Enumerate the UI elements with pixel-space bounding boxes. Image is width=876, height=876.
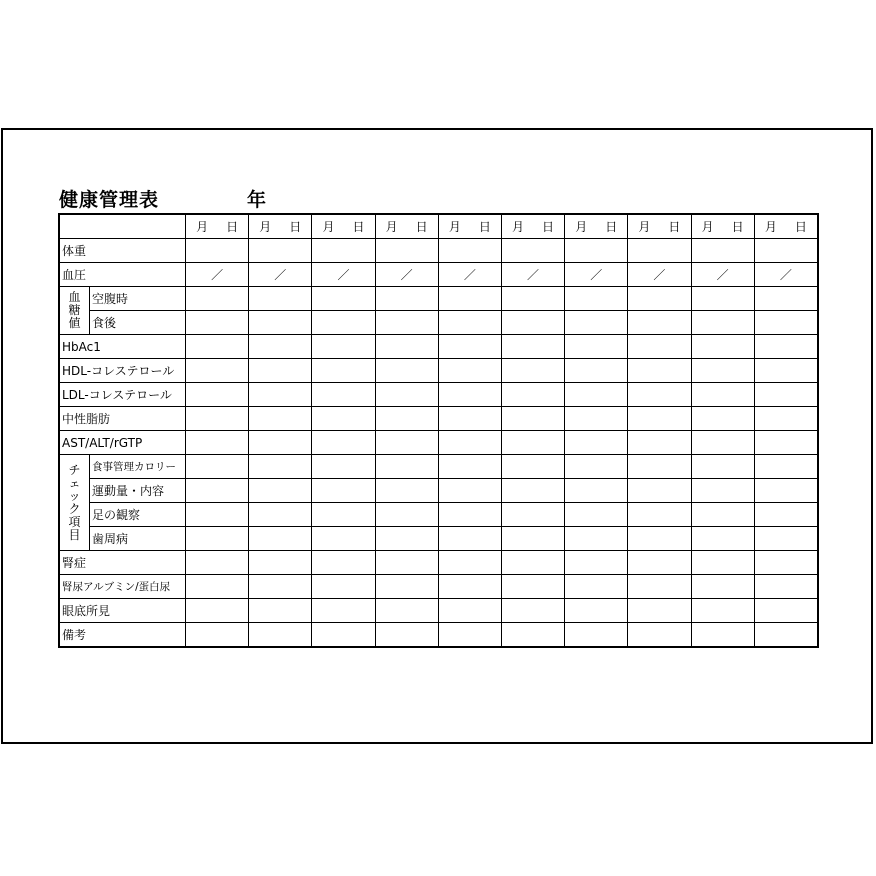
- hdl-cell[interactable]: [754, 359, 817, 383]
- health-table: [59, 214, 818, 647]
- hba1c-cell[interactable]: [438, 335, 501, 359]
- weight-label: 体重: [60, 239, 186, 263]
- hba1c-cell[interactable]: [501, 335, 564, 359]
- ldl-cell[interactable]: [438, 383, 501, 407]
- ldl-row: [60, 383, 818, 407]
- hdl-cell[interactable]: [438, 359, 501, 383]
- triglyceride-cell[interactable]: [565, 407, 628, 431]
- remarks-cell[interactable]: [691, 623, 754, 647]
- check-foot-row: [60, 503, 818, 527]
- check-exercise-cell[interactable]: [375, 479, 438, 503]
- blood-pressure-cell[interactable]: ／: [186, 263, 249, 287]
- month-label: 月: [448, 220, 461, 234]
- check-group-label-char: 項: [68, 514, 81, 529]
- fundus-label: 眼底所見: [60, 599, 186, 623]
- glucose-after-meal-cell[interactable]: [628, 311, 691, 335]
- check-exercise-cell[interactable]: [691, 479, 754, 503]
- hba1c-cell[interactable]: [754, 335, 817, 359]
- hba1c-label: HbAc1: [60, 335, 186, 359]
- liver-enzymes-cell[interactable]: [312, 431, 375, 455]
- hdl-row: [60, 359, 818, 383]
- check-exercise-cell[interactable]: [312, 479, 375, 503]
- albumin-cell[interactable]: [754, 575, 817, 599]
- blood-pressure-cell[interactable]: ／: [565, 263, 628, 287]
- check-foot-cell[interactable]: [565, 503, 628, 527]
- check-periodontal-cell[interactable]: [754, 527, 817, 551]
- date-header-cell[interactable]: [565, 215, 628, 239]
- hba1c-row: [60, 335, 818, 359]
- liver-enzymes-label: AST/ALT/rGTP: [60, 431, 186, 455]
- check-exercise-cell[interactable]: [628, 479, 691, 503]
- check-exercise-cell[interactable]: [501, 479, 564, 503]
- blood-pressure-cell[interactable]: ／: [691, 263, 754, 287]
- hba1c-cell[interactable]: [249, 335, 312, 359]
- glucose-fasting-cell[interactable]: [438, 287, 501, 311]
- check-foot-cell[interactable]: [501, 503, 564, 527]
- check-group-label-char: ク: [68, 501, 81, 516]
- liver-enzymes-cell[interactable]: [501, 431, 564, 455]
- remarks-cell[interactable]: [501, 623, 564, 647]
- kidney-cell[interactable]: [691, 551, 754, 575]
- kidney-cell[interactable]: [628, 551, 691, 575]
- glucose-group-label: [60, 287, 90, 335]
- date-header-cell[interactable]: [628, 215, 691, 239]
- liver-enzymes-cell[interactable]: [628, 431, 691, 455]
- weight-cell[interactable]: [186, 239, 249, 263]
- hdl-cell[interactable]: [375, 359, 438, 383]
- header-row: [60, 215, 818, 239]
- albumin-cell[interactable]: [501, 575, 564, 599]
- day-label: 日: [289, 220, 302, 234]
- day-label: 日: [226, 220, 239, 234]
- date-header-cell[interactable]: [249, 215, 312, 239]
- triglyceride-cell[interactable]: [691, 407, 754, 431]
- day-label: 日: [415, 220, 428, 234]
- year-label: 年: [247, 189, 267, 211]
- glucose-after-meal-cell[interactable]: [375, 311, 438, 335]
- liver-enzymes-cell[interactable]: [754, 431, 817, 455]
- check-exercise-cell[interactable]: [249, 479, 312, 503]
- date-header-cell[interactable]: [312, 215, 375, 239]
- hdl-cell[interactable]: [628, 359, 691, 383]
- fundus-cell[interactable]: [691, 599, 754, 623]
- hdl-label: HDL-コレステロール: [60, 359, 186, 383]
- kidney-cell[interactable]: [565, 551, 628, 575]
- kidney-cell[interactable]: [249, 551, 312, 575]
- check-exercise-cell[interactable]: [565, 479, 628, 503]
- check-periodontal-cell[interactable]: [375, 527, 438, 551]
- ldl-label: LDL-コレステロール: [60, 383, 186, 407]
- remarks-row: [60, 623, 818, 647]
- remarks-cell[interactable]: [565, 623, 628, 647]
- blood-pressure-label: 血圧: [60, 263, 186, 287]
- date-header-cell[interactable]: [691, 215, 754, 239]
- check-periodontal-label: 歯周病: [90, 527, 186, 551]
- blood-pressure-cell[interactable]: ／: [628, 263, 691, 287]
- glucose-fasting-cell[interactable]: [186, 287, 249, 311]
- weight-cell[interactable]: [438, 239, 501, 263]
- hba1c-cell[interactable]: [691, 335, 754, 359]
- glucose-group-label-char: 値: [68, 316, 81, 330]
- hba1c-cell[interactable]: [628, 335, 691, 359]
- day-label: 日: [794, 220, 807, 234]
- ldl-cell[interactable]: [312, 383, 375, 407]
- albumin-label: 腎尿アルブミン/蛋白尿: [60, 575, 186, 599]
- kidney-cell[interactable]: [312, 551, 375, 575]
- check-foot-cell[interactable]: [186, 503, 249, 527]
- albumin-cell[interactable]: [628, 575, 691, 599]
- glucose-after-meal-cell[interactable]: [565, 311, 628, 335]
- check-periodontal-cell[interactable]: [628, 527, 691, 551]
- kidney-cell[interactable]: [438, 551, 501, 575]
- check-foot-cell[interactable]: [312, 503, 375, 527]
- fundus-row: [60, 599, 818, 623]
- albumin-cell[interactable]: [186, 575, 249, 599]
- weight-cell[interactable]: [691, 239, 754, 263]
- ldl-cell[interactable]: [501, 383, 564, 407]
- check-exercise-cell[interactable]: [186, 479, 249, 503]
- ldl-cell[interactable]: [565, 383, 628, 407]
- check-periodontal-cell[interactable]: [438, 527, 501, 551]
- albumin-cell[interactable]: [375, 575, 438, 599]
- weight-cell[interactable]: [249, 239, 312, 263]
- liver-enzymes-cell[interactable]: [375, 431, 438, 455]
- check-calorie-cell[interactable]: [565, 455, 628, 479]
- fundus-cell[interactable]: [501, 599, 564, 623]
- month-label: 月: [196, 220, 209, 234]
- glucose-after-meal-cell[interactable]: [501, 311, 564, 335]
- glucose-after-meal-label: 食後: [90, 311, 186, 335]
- check-calorie-cell[interactable]: [186, 455, 249, 479]
- check-foot-cell[interactable]: [691, 503, 754, 527]
- check-calorie-cell[interactable]: [691, 455, 754, 479]
- weight-cell[interactable]: [628, 239, 691, 263]
- remarks-cell[interactable]: [249, 623, 312, 647]
- hba1c-cell[interactable]: [375, 335, 438, 359]
- remarks-cell[interactable]: [754, 623, 817, 647]
- check-exercise-cell[interactable]: [438, 479, 501, 503]
- check-periodontal-cell[interactable]: [186, 527, 249, 551]
- blood-pressure-cell[interactable]: ／: [312, 263, 375, 287]
- glucose-group-label-char: 糖: [68, 303, 81, 317]
- triglyceride-row: [60, 407, 818, 431]
- kidney-cell[interactable]: [375, 551, 438, 575]
- triglyceride-cell[interactable]: [312, 407, 375, 431]
- date-header-cell[interactable]: [438, 215, 501, 239]
- ldl-cell[interactable]: [375, 383, 438, 407]
- weight-cell[interactable]: [375, 239, 438, 263]
- check-foot-cell[interactable]: [249, 503, 312, 527]
- date-header-cell[interactable]: [186, 215, 249, 239]
- check-foot-label: 足の観察: [90, 503, 186, 527]
- weight-cell[interactable]: [565, 239, 628, 263]
- fundus-cell[interactable]: [628, 599, 691, 623]
- check-periodontal-cell[interactable]: [249, 527, 312, 551]
- check-exercise-row: [60, 479, 818, 503]
- glucose-after-meal-cell[interactable]: [438, 311, 501, 335]
- glucose-after-meal-cell[interactable]: [186, 311, 249, 335]
- glucose-fasting-cell[interactable]: [628, 287, 691, 311]
- check-calorie-cell[interactable]: [628, 455, 691, 479]
- weight-cell[interactable]: [501, 239, 564, 263]
- glucose-fasting-cell[interactable]: [375, 287, 438, 311]
- remarks-cell[interactable]: [375, 623, 438, 647]
- check-exercise-label: 運動量・内容: [90, 479, 186, 503]
- liver-enzymes-cell[interactable]: [249, 431, 312, 455]
- fundus-cell[interactable]: [754, 599, 817, 623]
- day-label: 日: [605, 220, 618, 234]
- glucose-fasting-cell[interactable]: [565, 287, 628, 311]
- liver-enzymes-cell[interactable]: [186, 431, 249, 455]
- remarks-cell[interactable]: [628, 623, 691, 647]
- ldl-cell[interactable]: [186, 383, 249, 407]
- albumin-row: [60, 575, 818, 599]
- check-group-label: [60, 455, 90, 551]
- fundus-cell[interactable]: [249, 599, 312, 623]
- check-periodontal-row: [60, 527, 818, 551]
- fundus-cell[interactable]: [438, 599, 501, 623]
- triglyceride-cell[interactable]: [754, 407, 817, 431]
- ldl-cell[interactable]: [628, 383, 691, 407]
- remarks-cell[interactable]: [312, 623, 375, 647]
- hdl-cell[interactable]: [691, 359, 754, 383]
- blood-pressure-cell[interactable]: ／: [375, 263, 438, 287]
- date-header-cell[interactable]: [501, 215, 564, 239]
- hba1c-cell[interactable]: [565, 335, 628, 359]
- glucose-fasting-cell[interactable]: [691, 287, 754, 311]
- blood-pressure-row: [60, 263, 818, 287]
- blood-pressure-cell[interactable]: ／: [249, 263, 312, 287]
- hdl-cell[interactable]: [501, 359, 564, 383]
- triglyceride-cell[interactable]: [438, 407, 501, 431]
- day-label: 日: [668, 220, 681, 234]
- check-foot-cell[interactable]: [438, 503, 501, 527]
- check-exercise-cell[interactable]: [754, 479, 817, 503]
- check-periodontal-cell[interactable]: [691, 527, 754, 551]
- month-label: 月: [638, 220, 651, 234]
- fundus-cell[interactable]: [312, 599, 375, 623]
- liver-enzymes-cell[interactable]: [438, 431, 501, 455]
- form-title: 健康管理表: [59, 189, 160, 211]
- glucose-after-meal-cell[interactable]: [754, 311, 817, 335]
- check-group-label-char: チ: [68, 462, 81, 477]
- liver-enzymes-cell[interactable]: [565, 431, 628, 455]
- glucose-after-meal-cell[interactable]: [312, 311, 375, 335]
- triglyceride-cell[interactable]: [186, 407, 249, 431]
- glucose-after-meal-row: [60, 311, 818, 335]
- glucose-fasting-cell[interactable]: [312, 287, 375, 311]
- day-label: 日: [352, 220, 365, 234]
- triglyceride-cell[interactable]: [501, 407, 564, 431]
- glucose-after-meal-cell[interactable]: [691, 311, 754, 335]
- glucose-fasting-cell[interactable]: [754, 287, 817, 311]
- ldl-cell[interactable]: [249, 383, 312, 407]
- albumin-cell[interactable]: [249, 575, 312, 599]
- check-calorie-cell[interactable]: [312, 455, 375, 479]
- day-label: 日: [731, 220, 744, 234]
- hdl-cell[interactable]: [565, 359, 628, 383]
- check-group-label-char: 目: [68, 527, 81, 542]
- date-header-cell[interactable]: [375, 215, 438, 239]
- month-label: 月: [575, 220, 588, 234]
- triglyceride-cell[interactable]: [628, 407, 691, 431]
- kidney-cell[interactable]: [501, 551, 564, 575]
- hba1c-cell[interactable]: [186, 335, 249, 359]
- remarks-cell[interactable]: [438, 623, 501, 647]
- albumin-cell[interactable]: [438, 575, 501, 599]
- liver-enzymes-row: [60, 431, 818, 455]
- fundus-cell[interactable]: [375, 599, 438, 623]
- day-label: 日: [542, 220, 555, 234]
- fundus-cell[interactable]: [565, 599, 628, 623]
- triglyceride-label: 中性脂肪: [60, 407, 186, 431]
- hba1c-cell[interactable]: [312, 335, 375, 359]
- header-label-cell: [60, 215, 186, 239]
- check-foot-cell[interactable]: [375, 503, 438, 527]
- kidney-row: [60, 551, 818, 575]
- ldl-cell[interactable]: [754, 383, 817, 407]
- blood-pressure-cell[interactable]: ／: [501, 263, 564, 287]
- day-label: 日: [478, 220, 491, 234]
- check-periodontal-cell[interactable]: [312, 527, 375, 551]
- check-group-label-char: ェ: [68, 475, 81, 490]
- glucose-fasting-label: 空腹時: [90, 287, 186, 311]
- check-calorie-cell[interactable]: [249, 455, 312, 479]
- glucose-fasting-cell[interactable]: [249, 287, 312, 311]
- check-group-label-char: ッ: [68, 488, 81, 503]
- check-calorie-label: 食事管理カロリー: [90, 455, 186, 479]
- weight-cell[interactable]: [754, 239, 817, 263]
- albumin-cell[interactable]: [312, 575, 375, 599]
- check-calorie-cell[interactable]: [375, 455, 438, 479]
- glucose-after-meal-cell[interactable]: [249, 311, 312, 335]
- fundus-cell[interactable]: [186, 599, 249, 623]
- weight-row: [60, 239, 818, 263]
- albumin-cell[interactable]: [565, 575, 628, 599]
- kidney-label: 腎症: [60, 551, 186, 575]
- ldl-cell[interactable]: [691, 383, 754, 407]
- check-periodontal-cell[interactable]: [565, 527, 628, 551]
- hdl-cell[interactable]: [249, 359, 312, 383]
- check-periodontal-cell[interactable]: [501, 527, 564, 551]
- date-header-cell[interactable]: [754, 215, 817, 239]
- check-calorie-cell[interactable]: [438, 455, 501, 479]
- weight-cell[interactable]: [312, 239, 375, 263]
- month-label: 月: [385, 220, 398, 234]
- glucose-fasting-row: [60, 287, 818, 311]
- month-label: 月: [764, 220, 777, 234]
- month-label: 月: [512, 220, 525, 234]
- blood-pressure-cell[interactable]: ／: [438, 263, 501, 287]
- month-label: 月: [259, 220, 272, 234]
- blood-pressure-cell[interactable]: ／: [754, 263, 817, 287]
- check-calorie-row: [60, 455, 818, 479]
- month-label: 月: [701, 220, 714, 234]
- month-label: 月: [322, 220, 335, 234]
- check-calorie-cell[interactable]: [501, 455, 564, 479]
- liver-enzymes-cell[interactable]: [691, 431, 754, 455]
- kidney-cell[interactable]: [186, 551, 249, 575]
- kidney-cell[interactable]: [754, 551, 817, 575]
- remarks-cell[interactable]: [186, 623, 249, 647]
- hdl-cell[interactable]: [186, 359, 249, 383]
- glucose-fasting-cell[interactable]: [501, 287, 564, 311]
- hdl-cell[interactable]: [312, 359, 375, 383]
- remarks-label: 備考: [60, 623, 186, 647]
- title-row: [59, 185, 659, 211]
- triglyceride-cell[interactable]: [249, 407, 312, 431]
- albumin-cell[interactable]: [691, 575, 754, 599]
- check-foot-cell[interactable]: [754, 503, 817, 527]
- check-foot-cell[interactable]: [628, 503, 691, 527]
- glucose-group-label-char: 血: [68, 290, 81, 304]
- triglyceride-cell[interactable]: [375, 407, 438, 431]
- check-calorie-cell[interactable]: [754, 455, 817, 479]
